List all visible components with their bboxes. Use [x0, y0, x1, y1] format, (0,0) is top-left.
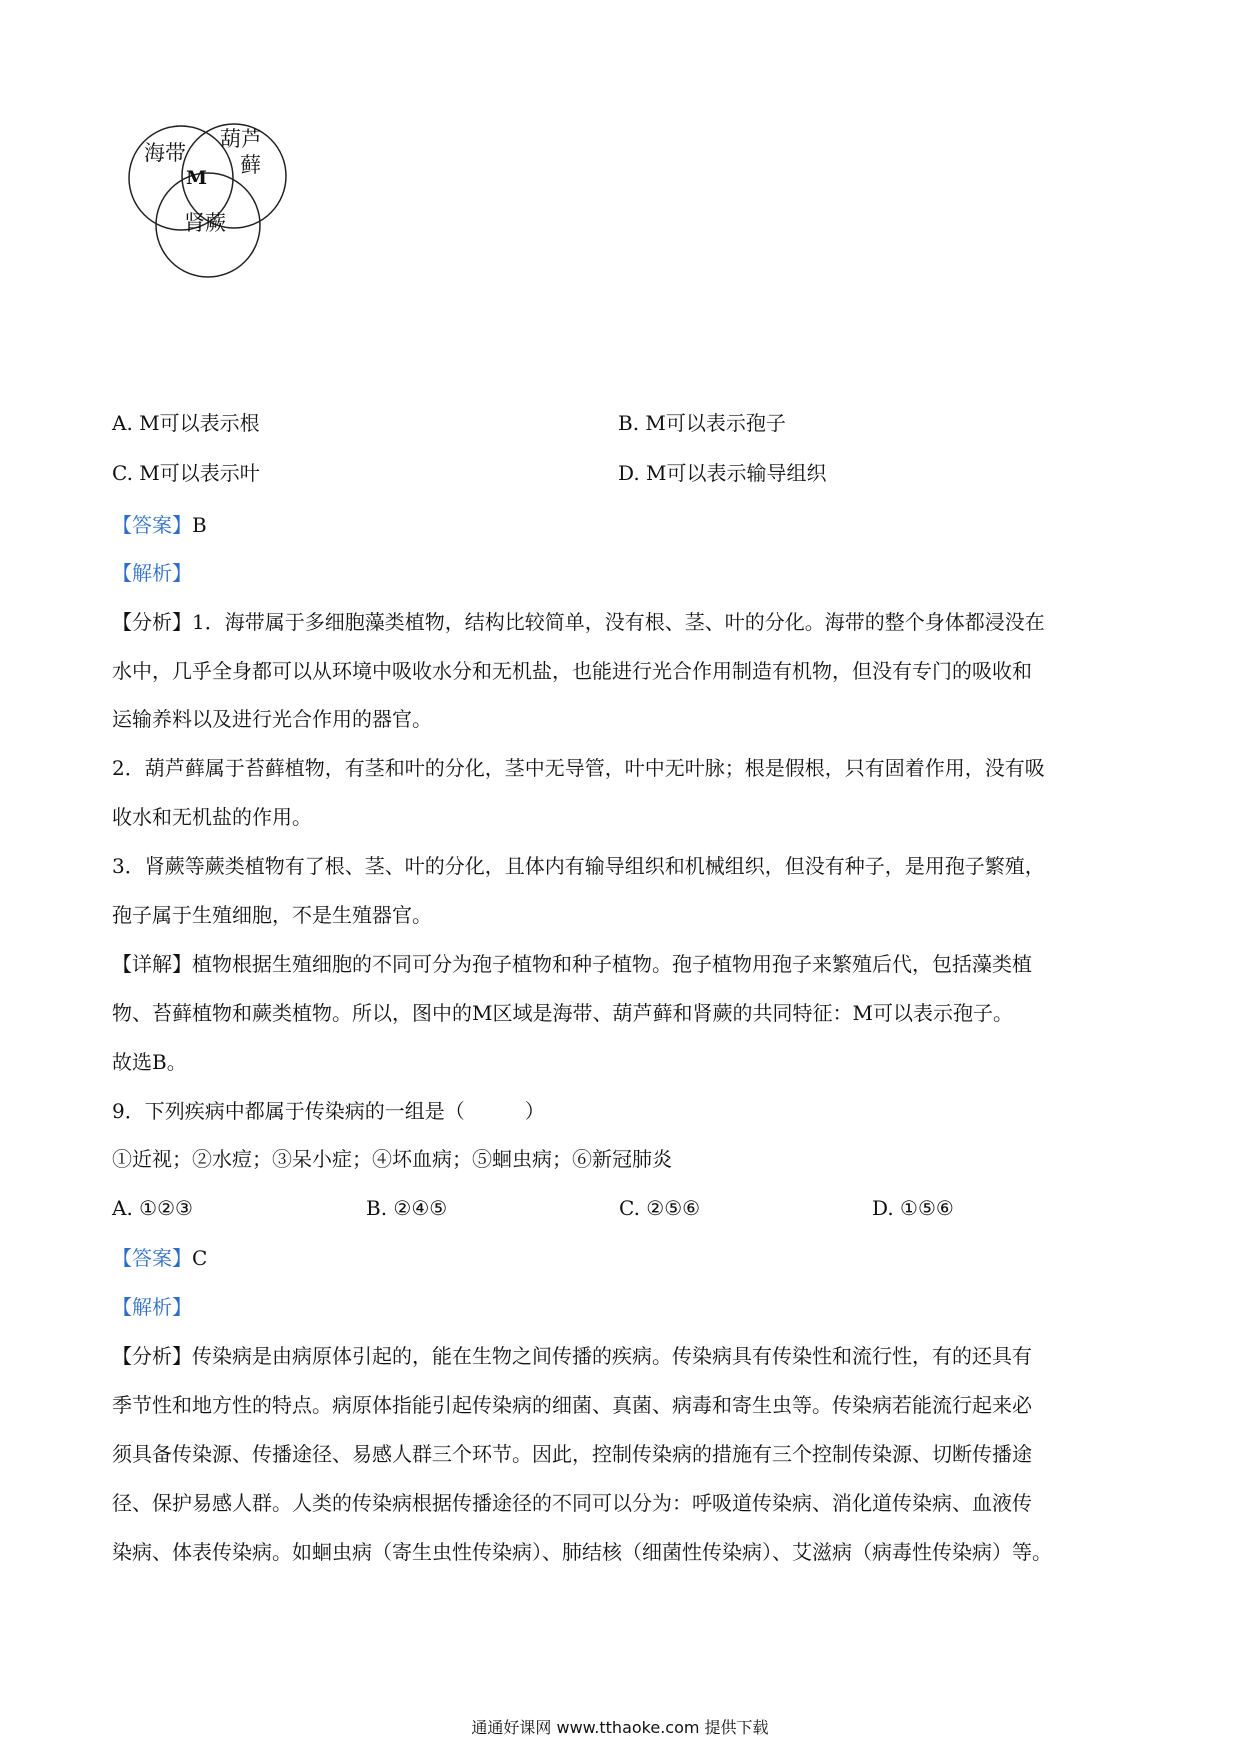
q9-fenxi-line: 须具备传染源、传播途径、易感人群三个环节。因此，控制传染病的措施有三个控制传染源、切断传播途: [112, 1442, 1032, 1466]
q8-option-a: A. M可以表示根: [112, 411, 260, 435]
q9-option-a: A. ①②③: [112, 1196, 193, 1220]
q8-xiangjie-line: [112, 950, 1032, 978]
xiangjie-text: 植物根据生殖细胞的不同可分为孢子植物和种子植物。孢子植物用孢子来繁殖后代，包括藻类植: [192, 952, 1032, 976]
q9-fenxi-line: 径、保护易感人群。人类的传染病根据传播途径的不同可以分为：呼吸道传染病、消化道传染病、血液传: [112, 1491, 1032, 1515]
label-hulu-line1: 葫芦: [220, 127, 262, 151]
q8-fenxi-line: 运输养料以及进行光合作用的器官。: [112, 707, 432, 731]
q8-xiangjie-line: 故选B。: [112, 1050, 187, 1074]
q9-fenxi-line: 染病、体表传染病。如蛔虫病（寄生虫性传染病）、肺结核（细菌性传染病）、艾滋病（病毒性传染病）等。: [112, 1540, 1052, 1564]
q8-answer: [112, 511, 207, 539]
q8-jiexi-tag: 【解析】: [112, 561, 192, 585]
fenxi-tag: 【分析】: [112, 610, 192, 634]
q8-fenxi-line: 水中，几乎全身都可以从环境中吸收水分和无机盐，也能进行光合作用制造有机物，但没有专门的吸收和: [112, 659, 1032, 683]
q9-answer: [112, 1244, 207, 1272]
q8-fenxi-line: 3．肾蕨等蕨类植物有了根、茎、叶的分化，且体内有输导组织和机械组织，但没有种子，是用孢子繁殖，: [112, 854, 1045, 878]
q9-option-c: C. ②⑤⑥: [619, 1196, 701, 1220]
q9-fenxi-line: [112, 1342, 1032, 1370]
q8-fenxi-line: 孢子属于生殖细胞，不是生殖器官。: [112, 903, 432, 927]
answer-tag: 【答案】: [112, 1246, 192, 1270]
answer-value: B: [192, 513, 207, 537]
label-hulu-line2: 藓: [240, 153, 261, 177]
answer-tag: 【答案】: [112, 513, 192, 537]
q9-fenxi-line: 季节性和地方性的特点。病原体指能引起传染病的细菌、真菌、病毒和寄生虫等。传染病若能流行起来必: [112, 1393, 1032, 1417]
fenxi-tag: 【分析】: [112, 1344, 192, 1368]
q8-option-b: B. M可以表示孢子: [618, 411, 786, 435]
q9-jiexi-tag: 【解析】: [112, 1295, 192, 1319]
page-footer: 通通好课网 www.tthaoke.com 提供下载: [471, 1718, 769, 1737]
q8-option-d: D. M可以表示输导组织: [618, 461, 827, 485]
q9-stem: 9．下列疾病中都属于传染病的一组是（ ）: [112, 1099, 545, 1123]
q8-xiangjie-line: 物、苔藓植物和蕨类植物。所以，图中的M区域是海带、葫芦藓和肾蕨的共同特征：M可以表示孢子。: [112, 1001, 1013, 1025]
fenxi-text: 1．海带属于多细胞藻类植物，结构比较简单，没有根、茎、叶的分化。海带的整个身体都浸没在: [192, 610, 1045, 634]
label-haidai: 海带: [144, 141, 186, 165]
label-m: M: [186, 167, 208, 189]
label-shenjue: 肾蕨: [184, 211, 226, 235]
fenxi-text: 传染病是由病原体引起的，能在生物之间传播的疾病。传染病具有传染性和流行性，有的还具有: [192, 1344, 1032, 1368]
q8-fenxi-line: 收水和无机盐的作用。: [112, 805, 312, 829]
q9-option-b: B. ②④⑤: [366, 1196, 448, 1220]
q9-option-d: D. ①⑤⑥: [872, 1196, 954, 1220]
q8-fenxi-line: [112, 608, 1045, 636]
xiangjie-tag: 【详解】: [112, 952, 192, 976]
venn-diagram: [128, 120, 318, 285]
q9-items: ①近视；②水痘；③呆小症；④坏血病；⑤蛔虫病；⑥新冠肺炎: [112, 1147, 672, 1171]
answer-value: C: [192, 1246, 208, 1270]
q8-option-c: C. M可以表示叶: [112, 461, 260, 485]
q8-fenxi-line: 2．葫芦藓属于苔藓植物，有茎和叶的分化，茎中无导管，叶中无叶脉；根是假根，只有固着作用，没有吸: [112, 756, 1045, 780]
